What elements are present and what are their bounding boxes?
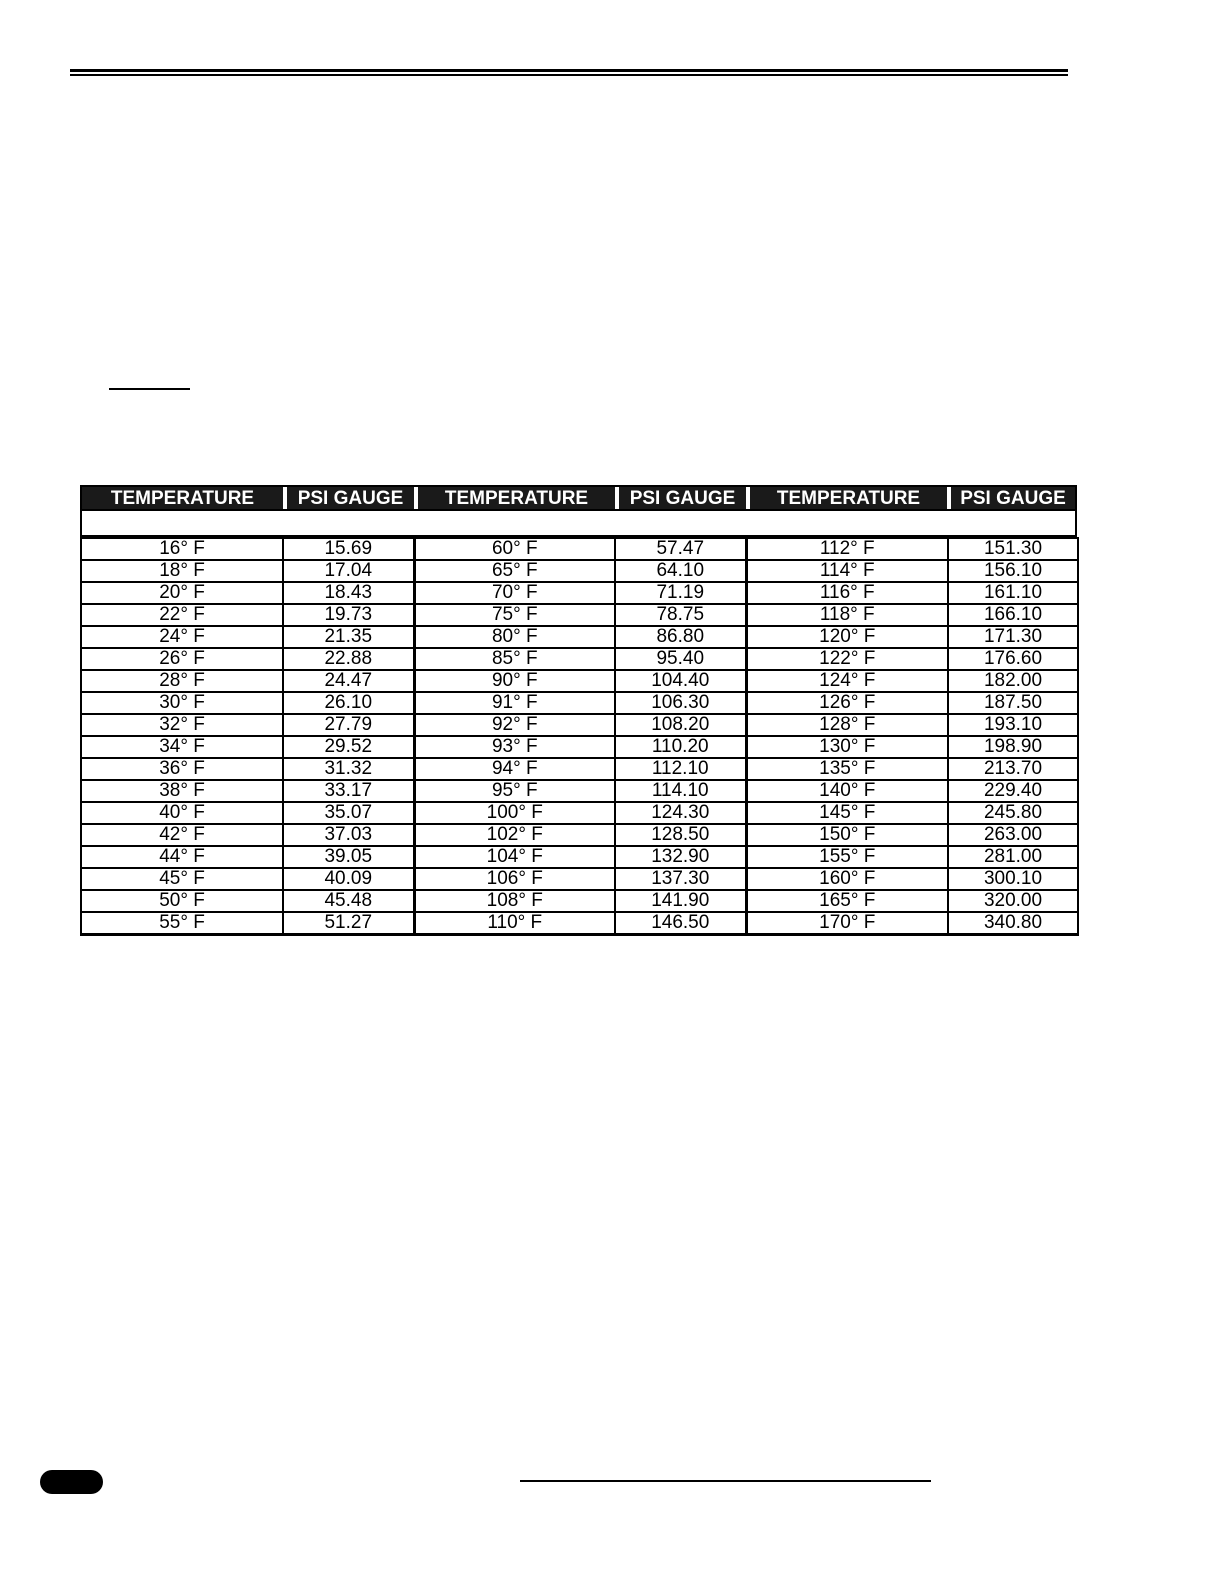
table-row — [81, 692, 1078, 714]
psi-gauge-cell: 193.10 — [948, 714, 1078, 736]
psi-gauge-cell: 124.30 — [615, 802, 746, 824]
psi-gauge-cell: 17.04 — [283, 560, 414, 582]
psi-gauge-cell: 71.19 — [615, 582, 746, 604]
psi-gauge-cell: 132.90 — [615, 846, 746, 868]
temperature-cell: 22° F — [81, 604, 283, 626]
psi-gauge-cell: 37.03 — [283, 824, 414, 846]
psi-gauge-cell: 26.10 — [283, 692, 414, 714]
header-psi-gauge-1: PSI GAUGE — [283, 487, 414, 509]
psi-gauge-cell: 281.00 — [948, 846, 1078, 868]
page-number-badge — [40, 1470, 103, 1494]
temperature-cell: 108° F — [414, 890, 615, 912]
psi-gauge-cell: 21.35 — [283, 626, 414, 648]
header-temperature-3: TEMPERATURE — [746, 487, 947, 509]
psi-gauge-cell: 171.30 — [948, 626, 1078, 648]
temperature-cell: 93° F — [414, 736, 615, 758]
psi-gauge-cell: 64.10 — [615, 560, 746, 582]
header-temperature-1: TEMPERATURE — [110, 488, 255, 509]
table-row — [81, 560, 1078, 582]
table-row — [81, 912, 1078, 935]
temperature-cell: 160° F — [746, 868, 948, 890]
psi-gauge-cell: 45.48 — [283, 890, 414, 912]
temperature-cell: 55° F — [81, 912, 283, 935]
temperature-cell: 38° F — [81, 780, 283, 802]
temperature-cell: 16° F — [81, 538, 283, 560]
temperature-cell: 40° F — [81, 802, 283, 824]
temperature-cell: 110° F — [414, 912, 615, 935]
psi-gauge-cell: 176.60 — [948, 648, 1078, 670]
psi-gauge-cell: 320.00 — [948, 890, 1078, 912]
temperature-cell: 135° F — [746, 758, 948, 780]
temperature-cell: 36° F — [81, 758, 283, 780]
temperature-cell: 114° F — [746, 560, 948, 582]
temperature-cell: 170° F — [746, 912, 948, 935]
table-row — [81, 604, 1078, 626]
psi-gauge-cell: 112.10 — [615, 758, 746, 780]
psi-gauge-cell: 29.52 — [283, 736, 414, 758]
header-rule-thin — [70, 74, 1068, 76]
table-blank-row — [80, 511, 1077, 538]
psi-gauge-cell: 182.00 — [948, 670, 1078, 692]
psi-gauge-cell: 24.47 — [283, 670, 414, 692]
psi-gauge-cell: 40.09 — [283, 868, 414, 890]
temperature-cell: 124° F — [746, 670, 948, 692]
temperature-cell: 92° F — [414, 714, 615, 736]
table-row — [81, 670, 1078, 692]
temperature-cell: 102° F — [414, 824, 615, 846]
psi-gauge-cell: 31.32 — [283, 758, 414, 780]
temperature-cell: 145° F — [746, 802, 948, 824]
table-header-row — [80, 485, 1077, 511]
temperature-cell: 140° F — [746, 780, 948, 802]
temperature-cell: 95° F — [414, 780, 615, 802]
psi-gauge-cell: 104.40 — [615, 670, 746, 692]
psi-gauge-cell: 114.10 — [615, 780, 746, 802]
temperature-cell: 24° F — [81, 626, 283, 648]
temperature-cell: 120° F — [746, 626, 948, 648]
table-row — [81, 846, 1078, 868]
temperature-cell: 26° F — [81, 648, 283, 670]
psi-gauge-cell: 22.88 — [283, 648, 414, 670]
table-row — [81, 868, 1078, 890]
temperature-cell: 32° F — [81, 714, 283, 736]
temperature-cell: 126° F — [746, 692, 948, 714]
temperature-cell: 116° F — [746, 582, 948, 604]
table-body — [80, 537, 1079, 936]
temperature-cell: 18° F — [81, 560, 283, 582]
temperature-cell: 44° F — [81, 846, 283, 868]
table-row — [81, 890, 1078, 912]
temperature-cell: 42° F — [81, 824, 283, 846]
temperature-cell: 122° F — [746, 648, 948, 670]
psi-gauge-cell: 263.00 — [948, 824, 1078, 846]
temperature-cell: 65° F — [414, 560, 615, 582]
psi-gauge-cell: 229.40 — [948, 780, 1078, 802]
psi-gauge-cell: 51.27 — [283, 912, 414, 935]
temperature-cell: 28° F — [81, 670, 283, 692]
temperature-cell: 165° F — [746, 890, 948, 912]
temperature-cell: 128° F — [746, 714, 948, 736]
psi-gauge-cell: 198.90 — [948, 736, 1078, 758]
psi-gauge-cell: 340.80 — [948, 912, 1078, 935]
psi-gauge-cell: 146.50 — [615, 912, 746, 935]
temperature-cell: 130° F — [746, 736, 948, 758]
temperature-cell: 118° F — [746, 604, 948, 626]
temperature-cell: 70° F — [414, 582, 615, 604]
table-row — [81, 758, 1078, 780]
psi-gauge-cell: 15.69 — [283, 538, 414, 560]
table-row — [81, 780, 1078, 802]
temperature-cell: 60° F — [414, 538, 615, 560]
psi-gauge-cell: 86.80 — [615, 626, 746, 648]
psi-gauge-cell: 33.17 — [283, 780, 414, 802]
temperature-cell: 34° F — [81, 736, 283, 758]
section-label-underline — [109, 388, 190, 390]
temperature-cell: 85° F — [414, 648, 615, 670]
psi-gauge-cell: 166.10 — [948, 604, 1078, 626]
table-row — [81, 582, 1078, 604]
temperature-cell: 45° F — [81, 868, 283, 890]
psi-gauge-cell: 300.10 — [948, 868, 1078, 890]
temperature-cell: 91° F — [414, 692, 615, 714]
table-row — [81, 714, 1078, 736]
temperature-cell: 100° F — [414, 802, 615, 824]
psi-gauge-cell: 18.43 — [283, 582, 414, 604]
psi-gauge-cell: 95.40 — [615, 648, 746, 670]
temperature-cell: 20° F — [81, 582, 283, 604]
table-row — [81, 824, 1078, 846]
psi-gauge-cell: 245.80 — [948, 802, 1078, 824]
psi-gauge-cell: 108.20 — [615, 714, 746, 736]
psi-gauge-cell: 141.90 — [615, 890, 746, 912]
temperature-cell: 30° F — [81, 692, 283, 714]
temperature-cell: 90° F — [414, 670, 615, 692]
psi-gauge-cell: 187.50 — [948, 692, 1078, 714]
header-double-rule — [70, 69, 1068, 77]
temperature-cell: 80° F — [414, 626, 615, 648]
psi-gauge-cell: 110.20 — [615, 736, 746, 758]
psi-gauge-cell: 156.10 — [948, 560, 1078, 582]
psi-gauge-cell: 27.79 — [283, 714, 414, 736]
header-temperature-2: TEMPERATURE — [414, 487, 615, 509]
temperature-cell: 155° F — [746, 846, 948, 868]
table-row — [81, 538, 1078, 560]
temperature-cell: 50° F — [81, 890, 283, 912]
temperature-cell: 104° F — [414, 846, 615, 868]
temperature-cell: 94° F — [414, 758, 615, 780]
psi-gauge-cell: 78.75 — [615, 604, 746, 626]
psi-gauge-cell: 39.05 — [283, 846, 414, 868]
psi-gauge-cell: 106.30 — [615, 692, 746, 714]
temperature-cell: 106° F — [414, 868, 615, 890]
psi-gauge-cell: 57.47 — [615, 538, 746, 560]
temperature-cell: 112° F — [746, 538, 948, 560]
psi-gauge-cell: 128.50 — [615, 824, 746, 846]
temperature-cell: 150° F — [746, 824, 948, 846]
psi-gauge-cell: 213.70 — [948, 758, 1078, 780]
table-row — [81, 648, 1078, 670]
footer-rule — [520, 1480, 931, 1482]
psi-gauge-cell: 35.07 — [283, 802, 414, 824]
psi-gauge-cell: 151.30 — [948, 538, 1078, 560]
temperature-pressure-table — [80, 485, 1077, 936]
table-row — [81, 802, 1078, 824]
header-psi-gauge-2: PSI GAUGE — [615, 487, 746, 509]
psi-gauge-cell: 19.73 — [283, 604, 414, 626]
psi-gauge-cell: 137.30 — [615, 868, 746, 890]
table-row — [81, 626, 1078, 648]
table-row — [81, 736, 1078, 758]
temperature-cell: 75° F — [414, 604, 615, 626]
header-rule-thick — [70, 69, 1068, 72]
header-psi-gauge-3: PSI GAUGE — [947, 487, 1075, 509]
psi-gauge-cell: 161.10 — [948, 582, 1078, 604]
